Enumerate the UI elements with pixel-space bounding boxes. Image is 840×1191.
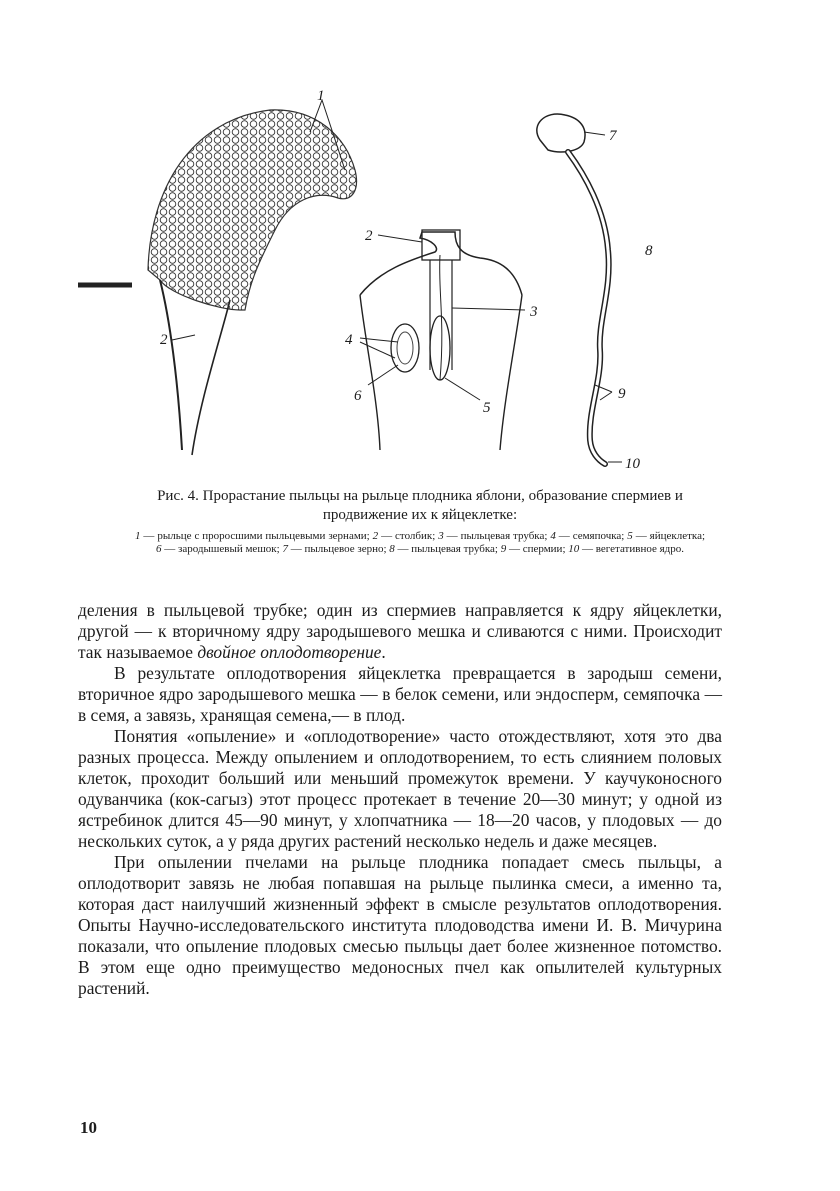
figure-label: 5 (483, 400, 491, 416)
stigma-drawing (78, 100, 356, 455)
paragraph: деления в пыльцевой трубке; один из спермиев направляется к ядру яйцеклетки, другой — к вторичному ядру зародышевого мешка и сливаются с ними. Происходит так называемое двойное оплодотворение. (78, 600, 722, 662)
figure-illustration (60, 80, 780, 490)
pollen-tube-drawing (537, 114, 622, 464)
legend-item: 2 — столбик; (372, 530, 439, 542)
figure-label: 10 (625, 456, 640, 472)
ovary-drawing (360, 230, 525, 450)
legend-item: 1 — рыльце с проросшими пыльцевыми зернами; (135, 530, 373, 542)
legend-item: 8 — пыльцевая трубка; (389, 543, 501, 555)
legend-item: 5 — яйцеклетка; (627, 530, 706, 542)
legend-item: 6 — зародышевый мешок; (156, 543, 283, 555)
figure-caption-legend (135, 530, 705, 556)
figure-label: 2 (160, 332, 168, 348)
legend-item: 3 — пыльцевая трубка; (438, 530, 551, 542)
figure-label: 3 (530, 304, 538, 320)
figure-label: 7 (609, 128, 617, 144)
figure-label: 8 (645, 243, 653, 259)
body-text (78, 600, 722, 999)
paragraph: В результате оплодотворения яйцеклетка превращается в зародыш семени, вторичное ядро зародышевого мешка — в белок семени, или эндосперм, семяпочка — в семя, а завязь, хранящая семена,— в плод. (78, 663, 722, 725)
figure-label: 2 (365, 228, 373, 244)
legend-item: 7 — пыльцевое зерно; (282, 543, 390, 555)
figure-label: 6 (354, 388, 362, 404)
figure-4 (60, 80, 780, 490)
legend-item: 4 — семяпочка; (550, 530, 628, 542)
legend-item: 9 — спермии; (500, 543, 569, 555)
page-number: 10 (80, 1118, 97, 1137)
figure-label: 9 (618, 386, 626, 402)
paragraph: При опылении пчелами на рыльце плодника попадает смесь пыльцы, а оплодотворит завязь не любая попавшая на рыльце пылинка смеси, а именно та, которая даст наилучший жизненный эффект в смысле результатов оплодотворения. Опыты Научно-исследовательского института плодоводства имени И. В. Мичурина показали, что опыление плодовых смесью пыльцы дает более жизненное потомство. В этом еще одно преимущество медоносных пчел как опылителей культурных растений. (78, 852, 722, 998)
legend-item: 10 — вегетативное ядро. (568, 543, 684, 555)
paragraph: Понятия «опыление» и «оплодотворение» часто отождествляют, хотя это два разных процесса. Между опылением и оплодотворением, то есть слиянием половых клеток, проходит больший или меньший промежуток времени. У каучуконосного одуванчика (кок-сагыз) этот процесс протекает в течение 20—30 минут; у одной из ястребинок длится 45—90 минут, у хлопчатника — 18—20 часов, у плодовых — до нескольких суток, а у ряда других растений несколько недель и даже месяцев. (78, 726, 722, 851)
figure-label: 4 (345, 332, 353, 348)
figure-label: 1 (317, 88, 325, 104)
figure-caption-title: Рис. 4. Прорастание пыльцы на рыльце плодника яблони, образование спермиев и продвижение их к яйцеклетке: (157, 488, 683, 523)
